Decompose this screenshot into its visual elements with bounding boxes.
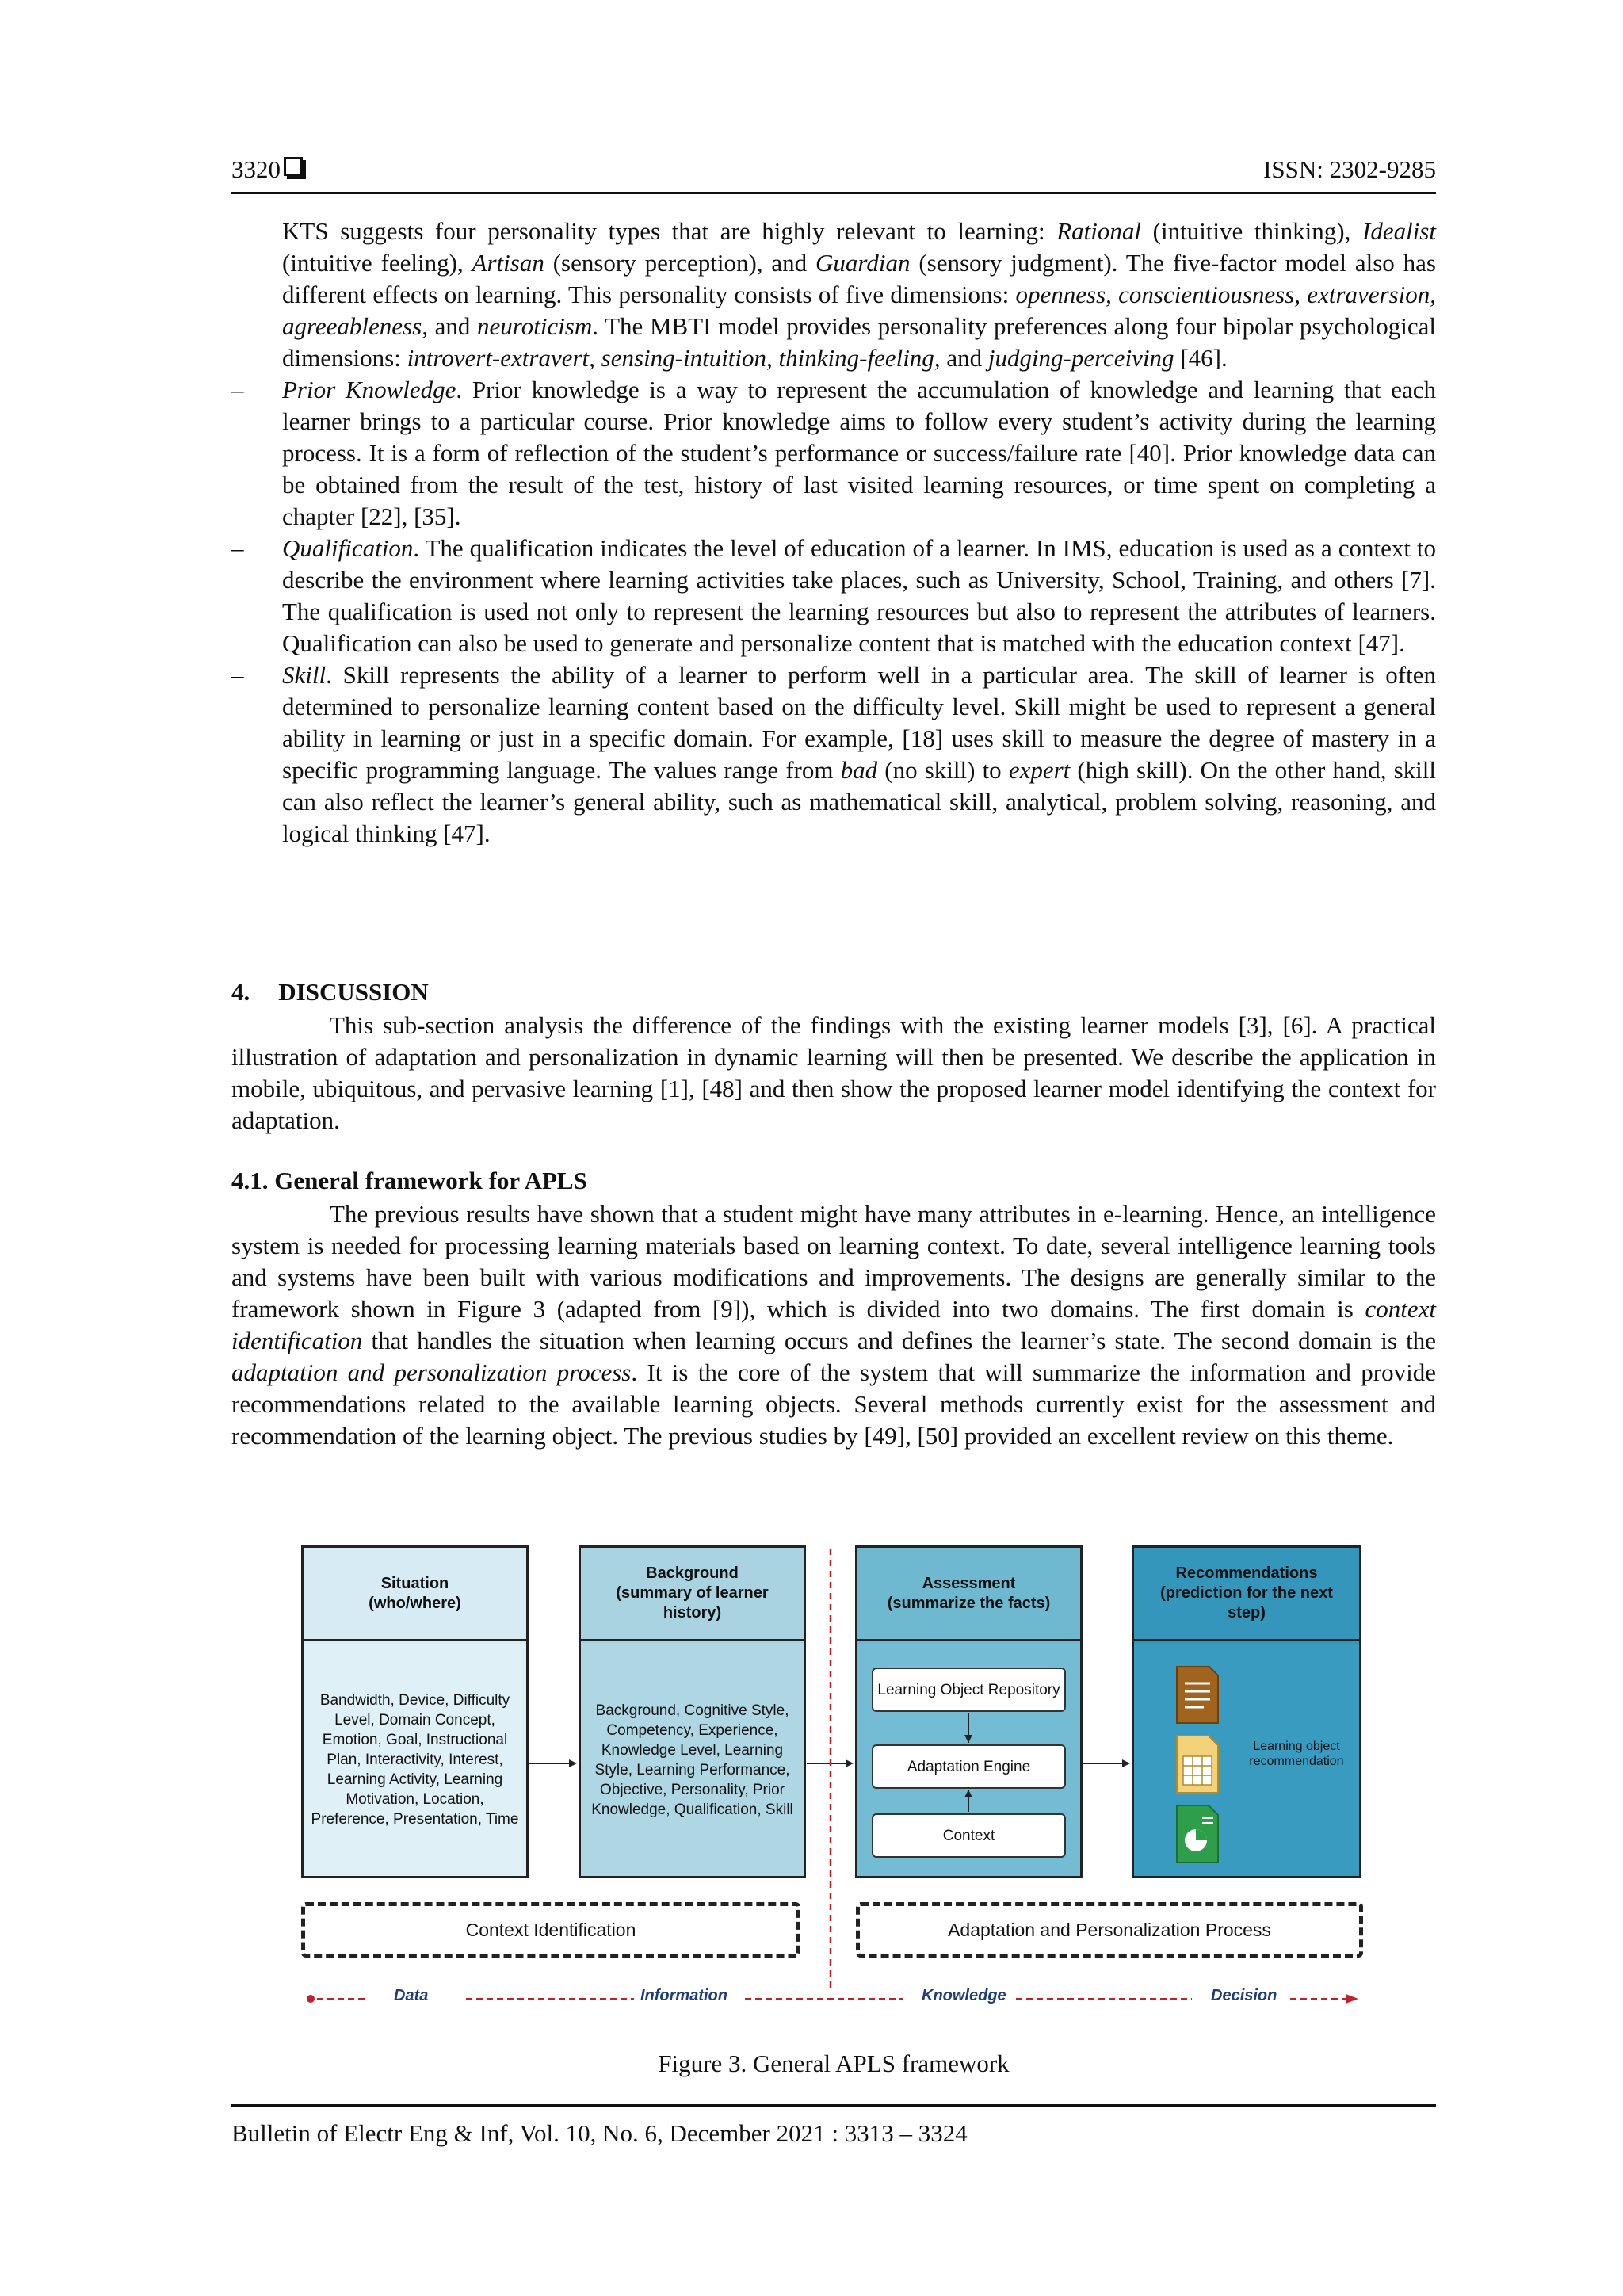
- context-identification-box: Context Identification: [301, 1902, 800, 1958]
- flow-label-decision: Decision: [1211, 1987, 1277, 2004]
- bullet-skill: – Skill. Skill represents the ability of a learner to perform well in a particular area. The skill of learner is often determined to personalize learning content based on the difficulty level. Skill might be used to represent a general ability in learning or just in a specific domain. For example, [18] uses skill to measure the degree of mastery in a specific programming language. The values range from bad (no skill) to expert (high skill). On the other hand, skill can also reflect the learner’s general ability, such as mathematical skill, analytical, problem solving, reasoning, and logical thinking [47].: [231, 661, 1436, 847]
- background-header: Background (summary of learner history): [581, 1548, 804, 1641]
- bullet-dash: –: [231, 376, 244, 403]
- situation-header: Situation (who/where): [304, 1548, 526, 1641]
- flow-label-data: Data: [394, 1987, 429, 2004]
- issn: ISSN: 2302-9285: [1263, 155, 1436, 183]
- bullet-prior-knowledge: – Prior Knowledge. Prior knowledge is a way to represent the accumulation of knowledge and learning that each learner brings to a particular course. Prior knowledge aims to follow every student’s activity during the learning process. It is a form of reflection of the student’s performance or success/failure rate [40]. Prior knowledge data can be obtained from the result of the test, history of last visited learning resources, or time spent on completing a chapter [22], [35].: [231, 376, 1436, 530]
- page-number: 3320: [231, 155, 303, 184]
- recommendations-header: Recommendations (prediction for the next step): [1134, 1548, 1359, 1641]
- learning-object-repository-box: Learning Object Repository: [872, 1668, 1066, 1712]
- situation-content: Bandwidth, Device, Difficulty Level, Domain Concept, Emotion, Goal, Instructional Plan, Interactivity, Interest, Learning Activity, Learning Motivation, Location, Preference, Presentation, Time: [304, 1644, 526, 1876]
- footer-rule: [231, 2104, 1436, 2107]
- personality-continuation: [231, 216, 1437, 850]
- footer-citation: Bulletin of Electr Eng & Inf, Vol. 10, No. 6, December 2021 : 3313 – 3324: [231, 2119, 968, 2147]
- background-content: Background, Cognitive Style, Competency, Experience, Knowledge Level, Learning Style, Learning Performance, Objective, Personality, Prior Knowledge, Qualification, Skill: [581, 1644, 804, 1876]
- assessment-header: Assessment (summarize the facts): [857, 1548, 1080, 1641]
- figure-3: [301, 1545, 1363, 2021]
- header-rule: [231, 192, 1436, 194]
- bullet-dash: –: [231, 534, 244, 562]
- context-box: Context: [872, 1813, 1066, 1858]
- adaptation-personalization-box: Adaptation and Personalization Process: [856, 1902, 1363, 1958]
- figure-caption: Figure 3. General APLS framework: [658, 2050, 1010, 2077]
- section-heading-4: 4. DISCUSSION: [231, 978, 429, 1006]
- continuation-text: KTS suggests four personality types that are highly relevant to learning: Rational (intuitive thinking), Idealist (intuitive feeling), Artisan (sensory perception), and Guardian (sensory judgment). The five-factor model also has different effects on learning. This personality consists of five dimensions: openness, conscientiousness, extraversion, agreeableness, and neuroticism. The MBTI model provides personality preferences along four bipolar psychological dimensions: introvert-extravert, sensing-intuition, thinking-feeling, and judging-perceiving [46].: [282, 217, 1437, 372]
- adaptation-engine-box: Adaptation Engine: [872, 1744, 1066, 1789]
- section-4-text: This sub-section analysis the difference of the findings with the existing learner models [3], [6]. A practical illustration of adaptation and personalization in dynamic learning will then be presented. We describe the application in mobile, ubiquitous, and pervasive learning [1], [48] and then show the proposed learner model identifying the context for adaptation.: [231, 1011, 1436, 1134]
- recommendation-label: Learning object recommendation: [1249, 1740, 1344, 1768]
- flow-arrowhead: [1346, 1994, 1358, 2004]
- bullet-qualification: – Qualification. The qualification indicates the level of education of a learner. In IMS, education is used as a context to describe the environment where learning activities take places, such as University, School, Training, and others [7]. The qualification is used not only to represent the learning resources but also to represent the attributes of learners. Qualification can also be used to generate and personalize content that is matched with the education context [47].: [231, 534, 1436, 657]
- section-4-1-text: The previous results have shown that a student might have many attributes in e-learning. Hence, an intelligence system is needed for processing learning materials based on learning context. To date, several intelligence learning tools and systems have been built with various modifications and improvements. The designs are generally similar to the framework shown in Figure 3 (adapted from [9]), which is divided into two domains. The first domain is context identification that handles the situation when learning occurs and defines the learner’s state. The second domain is the adaptation and personalization process. It is the core of the system that will summarize the information and provide recommendations related to the available learning objects. Several methods currently exist for the assessment and recommendation of the learning object. The previous studies by [49], [50] provided an excellent review on this theme.: [231, 1200, 1436, 1450]
- flow-label-information: Information: [640, 1987, 727, 2004]
- section-heading-4-1: 4.1. General framework for APLS: [231, 1167, 587, 1194]
- flow-start-dot: [307, 1995, 315, 2003]
- square-icon: [284, 157, 303, 176]
- bullet-dash: –: [231, 661, 244, 689]
- flow-label-knowledge: Knowledge: [922, 1987, 1006, 2004]
